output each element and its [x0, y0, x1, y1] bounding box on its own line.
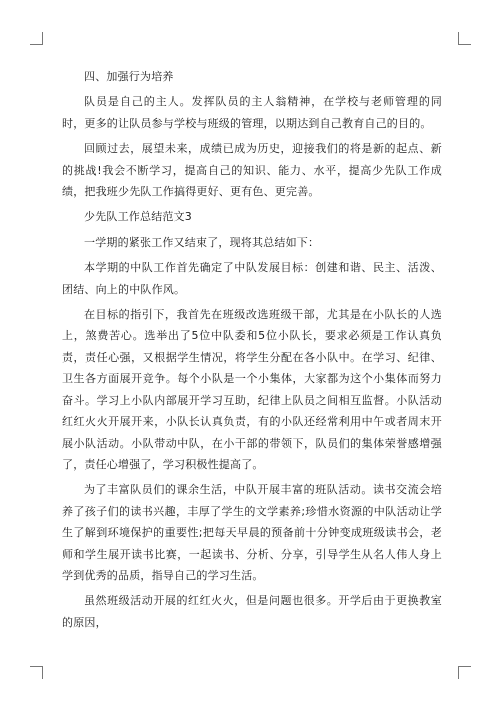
body-paragraph: 虽然班级活动开展的红红火火，但是问题也很多。开学后由于更换教室的原因， — [62, 594, 442, 629]
crop-mark-bottom-right — [458, 666, 471, 679]
body-paragraph: 回顾过去，展望未来，成绩已成为历史，迎接我们的将是新的起点、新的挑战!我会不断学习，提高自己的知识、能力、水平，提高少先队工作成绩，把我班少先队工作搞得更好、更有色、更完善。 — [62, 142, 442, 199]
article-subtitle: 少先队工作总结范文3 — [84, 210, 192, 224]
body-paragraph: 在目标的指引下，我首先在班级改选班级干部，尤其是在小队长的人选上，煞费苦心。选举出了5位中队委和5位小队长，要求必须是工作认真负责，责任心强，又根据学生情况，将学生分配在各小队中。在学习、纪律、卫生各方面展开竞争。每个小队是一个小集体，大家都为这个小集体而努力奋斗。学习上小队内部展开学习互助，纪律上队员之间相互监督。小队活动红红火火开展开来，小队长认真负责，有的小队还经常利用中午或者周末开展小队活动。小队带动中队，在小干部的带领下，队员们的集体荣誉感增强了，责任心增强了，学习积极性提高了。 — [62, 308, 442, 471]
body-paragraph: 本学期的中队工作首先确定了中队发展目标：创建和谐、民主、活泼、团结、向上的中队作风。 — [62, 261, 442, 296]
section-heading: 四、加强行为培养 — [84, 70, 174, 83]
crop-mark-top-right — [458, 32, 471, 45]
crop-mark-top-left — [30, 32, 43, 45]
body-paragraph: 队员是自己的主人。发挥队员的主人翁精神，在学校与老师管理的同时，更多的让队员参与学校与班级的管理，以期达到自己教育自己的目的。 — [62, 95, 442, 130]
body-paragraph: 一学期的紧张工作又结束了，现将其总结如下： — [84, 235, 320, 249]
document-body — [62, 66, 442, 637]
crop-mark-bottom-left — [30, 666, 43, 679]
body-paragraph: 为了丰富队员们的课余生活，中队开展丰富的班队活动。读书交流会培养了孩子们的读书兴趣，丰厚了学生的文学素养;珍惜水资源的中队活动让学生了解到环境保护的重要性;把每天早晨的预备前十分钟变成班级读书会，老师和学生展开读书比赛，一起读书、分析、分享，引导学生从名人伟人身上学到优秀的品质，指导自己的学习生活。 — [62, 483, 442, 582]
